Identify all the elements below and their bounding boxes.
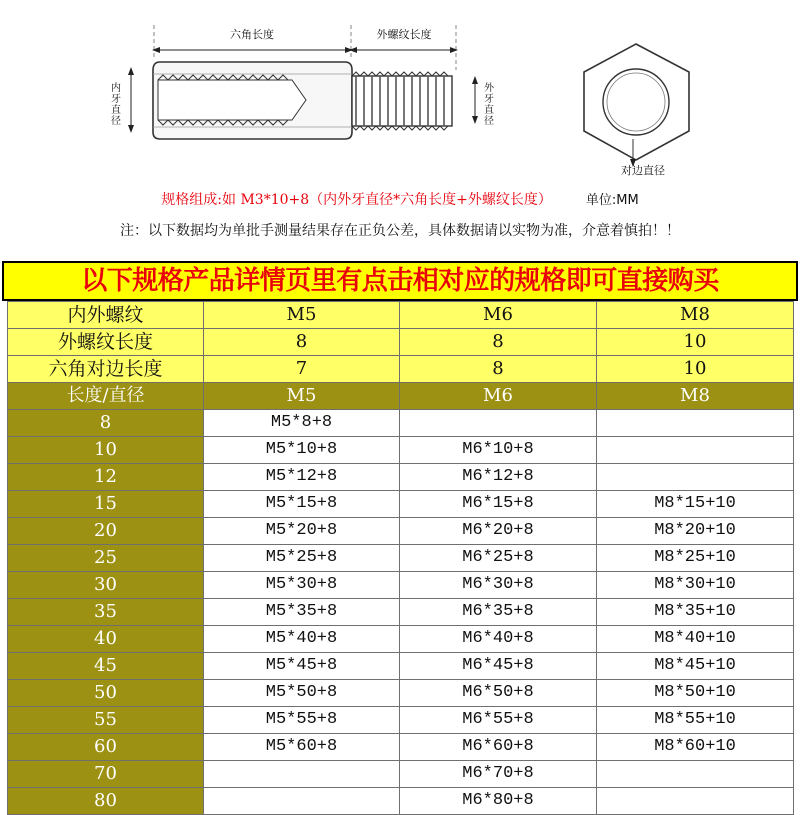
spec-cell-m6: M6*60+8	[400, 734, 597, 761]
spec-cell-m6	[400, 410, 597, 437]
spec-cell-m8	[597, 410, 794, 437]
spec-cell-m8	[597, 788, 794, 815]
table-row	[8, 761, 794, 788]
spec-cell-m5: M5*10+8	[204, 437, 400, 464]
label-inner-diameter: 内牙直径	[111, 83, 121, 127]
thread-row	[8, 302, 794, 329]
spec-cell-m8: M8*35+10	[597, 599, 794, 626]
length-cell: 50	[8, 680, 204, 707]
spec-cell-m6: M6*45+8	[400, 653, 597, 680]
spec-cell-m8	[597, 464, 794, 491]
spec-cell-m5: M5*30+8	[204, 572, 400, 599]
table-row	[8, 734, 794, 761]
spec-cell-m8: M8*15+10	[597, 491, 794, 518]
column-header-m8: M8	[597, 383, 794, 410]
hex-end-view	[584, 44, 689, 163]
disclaimer-note: 注：以下数据均为单批手测量结果存在正负公差，具体数据请以实物为准，介意着慎拍！！	[120, 223, 680, 239]
hex-body	[153, 62, 352, 139]
spec-table	[7, 301, 794, 815]
spec-cell-m8: M8*60+10	[597, 734, 794, 761]
across-flats-m6: 8	[400, 356, 597, 383]
spec-cell-m5: M5*60+8	[204, 734, 400, 761]
spec-cell-m5: M5*40+8	[204, 626, 400, 653]
table-row	[8, 572, 794, 599]
table-row	[8, 626, 794, 653]
spec-cell-m6: M6*20+8	[400, 518, 597, 545]
external-thread	[352, 72, 452, 130]
spec-cell-m5: M5*45+8	[204, 653, 400, 680]
spec-cell-m5	[204, 788, 400, 815]
spec-cell-m8: M8*50+10	[597, 680, 794, 707]
length-cell: 15	[8, 491, 204, 518]
label-hex-length: 六角长度	[230, 28, 274, 41]
table-row	[8, 545, 794, 572]
thread-m8: M8	[597, 302, 794, 329]
length-cell: 35	[8, 599, 204, 626]
length-cell: 40	[8, 626, 204, 653]
unit-label: 单位:MM	[585, 193, 639, 208]
spec-cell-m5: M5*20+8	[204, 518, 400, 545]
column-header-label: 长度/直径	[8, 383, 204, 410]
column-header-m6: M6	[400, 383, 597, 410]
ext-length-label: 外螺纹长度	[8, 329, 204, 356]
spec-cell-m5: M5*8+8	[204, 410, 400, 437]
spec-cell-m8: M8*45+10	[597, 653, 794, 680]
table-row	[8, 653, 794, 680]
ext-length-m6: 8	[400, 329, 597, 356]
length-cell: 10	[8, 437, 204, 464]
spec-cell-m6: M6*30+8	[400, 572, 597, 599]
length-cell: 12	[8, 464, 204, 491]
ext-length-m5: 8	[204, 329, 400, 356]
spec-cell-m6: M6*50+8	[400, 680, 597, 707]
spec-cell-m8: M8*20+10	[597, 518, 794, 545]
length-cell: 60	[8, 734, 204, 761]
spec-cell-m6: M6*35+8	[400, 599, 597, 626]
spec-cell-m8: M8*40+10	[597, 626, 794, 653]
label-outer-diameter: 外牙直径	[484, 83, 494, 127]
purchase-banner: 以下规格产品详情页里有点击相对应的规格即可直接购买	[2, 261, 798, 301]
composition-note	[0, 189, 800, 209]
spec-cell-m6: M6*25+8	[400, 545, 597, 572]
thread-m5: M5	[204, 302, 400, 329]
table-row	[8, 680, 794, 707]
label-across-flats: 对边直径	[621, 164, 665, 177]
across-flats-m5: 7	[204, 356, 400, 383]
spec-cell-m8	[597, 437, 794, 464]
label-ext-thread-length: 外螺纹长度	[376, 28, 432, 41]
spec-cell-m6: M6*70+8	[400, 761, 597, 788]
length-cell: 25	[8, 545, 204, 572]
length-cell: 45	[8, 653, 204, 680]
table-row	[8, 518, 794, 545]
thread-m6: M6	[400, 302, 597, 329]
across-flats-m8: 10	[597, 356, 794, 383]
length-cell: 70	[8, 761, 204, 788]
spec-cell-m8	[597, 761, 794, 788]
spec-cell-m6: M6*12+8	[400, 464, 597, 491]
composition-text: 规格组成:如 M3*10+8（内外牙直径*六角长度+外螺纹长度）	[161, 192, 552, 208]
table-row	[8, 464, 794, 491]
spec-cell-m6: M6*80+8	[400, 788, 597, 815]
table-row	[8, 437, 794, 464]
spec-cell-m6: M6*15+8	[400, 491, 597, 518]
ext-length-row	[8, 329, 794, 356]
column-header-m5: M5	[204, 383, 400, 410]
column-header-row	[8, 383, 794, 410]
spec-cell-m8: M8*25+10	[597, 545, 794, 572]
spec-cell-m6: M6*10+8	[400, 437, 597, 464]
table-row	[8, 599, 794, 626]
ext-length-m8: 10	[597, 329, 794, 356]
spec-cell-m5: M5*35+8	[204, 599, 400, 626]
spec-cell-m6: M6*55+8	[400, 707, 597, 734]
spec-cell-m8: M8*30+10	[597, 572, 794, 599]
spec-cell-m5: M5*50+8	[204, 680, 400, 707]
length-cell: 55	[8, 707, 204, 734]
spec-cell-m6: M6*40+8	[400, 626, 597, 653]
length-cell: 80	[8, 788, 204, 815]
spec-cell-m5: M5*12+8	[204, 464, 400, 491]
table-row	[8, 410, 794, 437]
table-row	[8, 788, 794, 815]
spec-cell-m5	[204, 761, 400, 788]
spec-cell-m5: M5*55+8	[204, 707, 400, 734]
spec-cell-m5: M5*15+8	[204, 491, 400, 518]
length-cell: 30	[8, 572, 204, 599]
across-flats-row	[8, 356, 794, 383]
spec-cell-m8: M8*55+10	[597, 707, 794, 734]
table-row	[8, 707, 794, 734]
thread-label: 内外螺纹	[8, 302, 204, 329]
table-row	[8, 491, 794, 518]
across-flats-label: 六角对边长度	[8, 356, 204, 383]
length-cell: 20	[8, 518, 204, 545]
spec-cell-m5: M5*25+8	[204, 545, 400, 572]
length-cell: 8	[8, 410, 204, 437]
